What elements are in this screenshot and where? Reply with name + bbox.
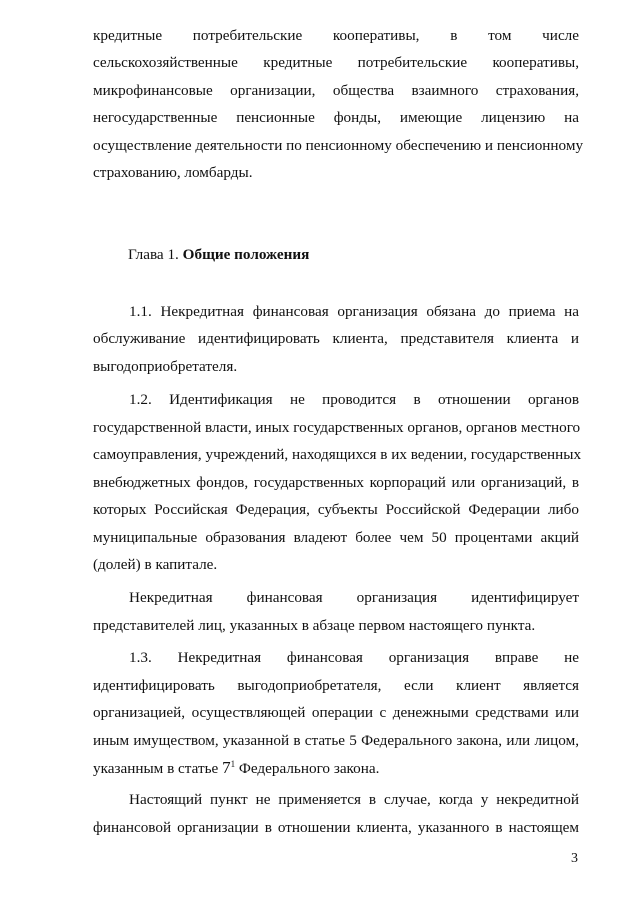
- text-line: (долей) в капитале.: [93, 556, 218, 573]
- text-line: представителей лиц, указанных в абзаце первом настоящего пункта.: [93, 617, 536, 634]
- text-line: 1.1. Некредитная финансовая организация обязана до приема на: [129, 303, 579, 320]
- text-line: государственной власти, иных государственных органов, органов местного: [93, 419, 581, 436]
- text-line: Некредитная финансовая организация идентифицирует: [129, 589, 579, 606]
- text-line: идентифицировать выгодоприобретателя, если клиент является: [93, 677, 579, 694]
- chapter-title: Общие положения: [182, 246, 310, 263]
- article-number: 7: [222, 758, 231, 777]
- article-superscript: 1: [230, 758, 236, 769]
- text-line: кредитные потребительские кооперативы, в том числе: [93, 27, 579, 44]
- text-line: 1.2. Идентификация не проводится в отношении органов: [129, 391, 579, 408]
- text-line: 1.3. Некредитная финансовая организация вправе не: [129, 649, 579, 666]
- text-line: [93, 758, 579, 778]
- text-line: сельскохозяйственные кредитные потребительские кооперативы,: [93, 54, 579, 71]
- text-line: выгодоприобретателя.: [93, 358, 238, 375]
- text-line: Настоящий пункт не применяется в случае, когда у некредитной: [129, 791, 579, 808]
- text-line: осуществление деятельности по пенсионному обеспечению и пенсионному: [93, 137, 584, 154]
- text-line: организацией, осуществляющей операции с денежными средствами или: [93, 704, 579, 721]
- chapter-heading: [128, 245, 309, 265]
- page-number: 3: [571, 851, 578, 866]
- text-line: обслуживание идентифицировать клиента, представителя клиента и: [93, 330, 579, 347]
- text-line: которых Российская Федерация, субъекты Российской Федерации либо: [93, 501, 579, 518]
- text-line: иным имуществом, указанной в статье 5 Федерального закона, или лицом,: [93, 732, 579, 749]
- chapter-label: Глава 1.: [128, 246, 179, 263]
- text-line: негосударственные пенсионные фонды, имеющие лицензию на: [93, 109, 579, 126]
- text-line: страхованию, ломбарды.: [93, 164, 253, 181]
- text-line: финансовой организации в отношении клиента, указанного в настоящем: [93, 819, 579, 836]
- text-fragment: Федерального закона.: [235, 760, 380, 777]
- text-line: микрофинансовые организации, общества взаимного страхования,: [93, 82, 579, 99]
- text-fragment: указанным в статье: [93, 760, 223, 777]
- text-line: внебюджетных фондов, государственных корпораций или организаций, в: [93, 474, 579, 491]
- text-line: самоуправления, учреждений, находящихся в их ведении, государственных: [93, 446, 582, 463]
- text-line: муниципальные образования владеют более чем 50 процентами акций: [93, 529, 579, 546]
